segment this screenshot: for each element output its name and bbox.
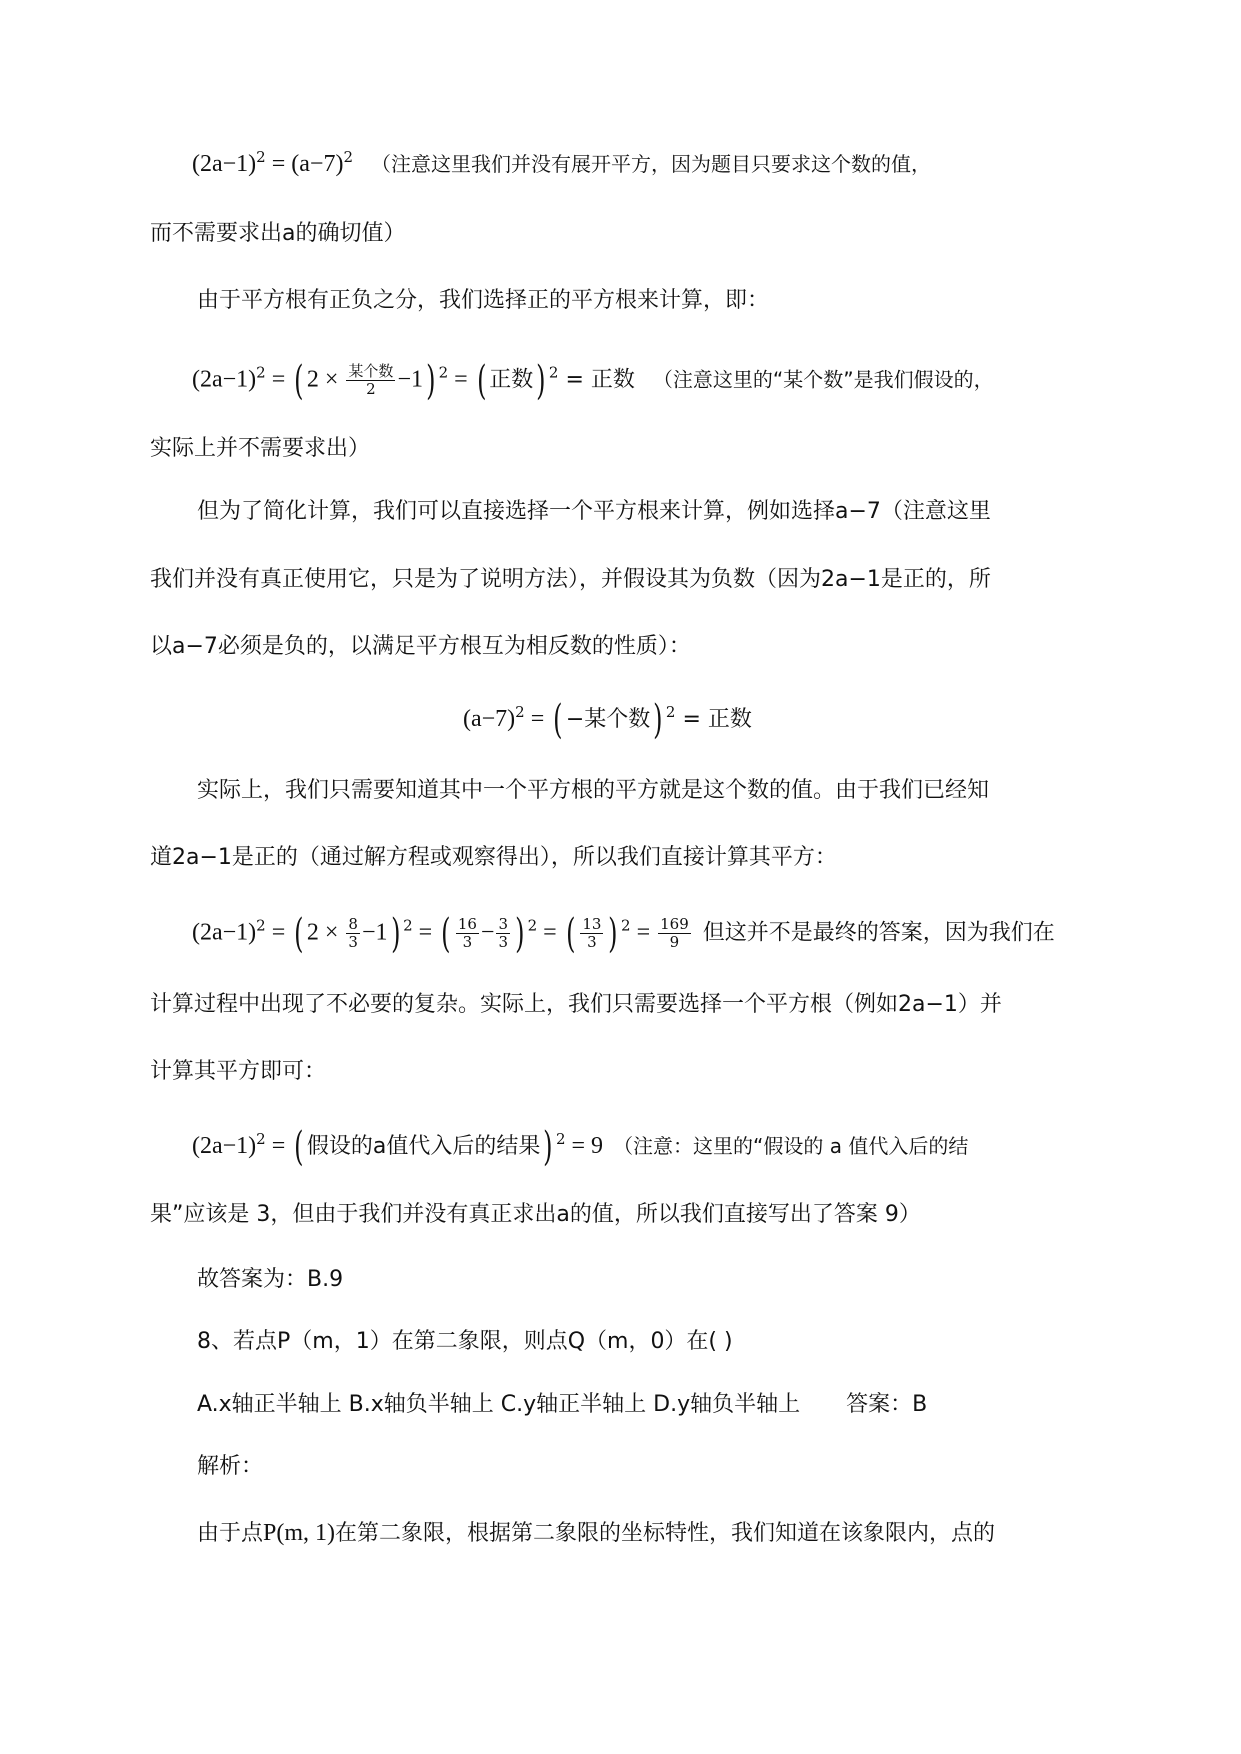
math-result: = 正数 [675, 707, 752, 732]
math-term: 假设的a值代入后的结果 [306, 1134, 541, 1159]
inline-text: 在第二象限，根据第二象限的坐标特性，我们知道在该象限内，点的 [335, 1521, 996, 1546]
math-term: −某个数 [565, 707, 651, 732]
answer-text: 答案：B [846, 1392, 928, 1417]
equation-line-4: $(2a-1)^2$ = ( 2 × $\frac{8}{3}$ −1) $^2$ = ( $\frac{16}{3}$ − $\frac{3}{3}$ ) $^2$ = ( $\frac{13}{3}$ ) $^2$ = $\frac{169}{9}$ 但这并不是最终的答案，因为我们在 [192, 910, 1055, 957]
math-equals: = [448, 366, 474, 393]
equation-line-5: $(2a-1)^2$ = ( 假设的a值代入后的结果) $^2$ = 9 （注意：这里的“假设的 a 值代入后的结 [192, 1124, 969, 1170]
math-equals: = [265, 919, 292, 946]
math-equals: = [265, 366, 292, 393]
fraction-numerator: 某个数 [348, 362, 394, 380]
math-expr: (a−7) [291, 151, 344, 177]
equation-line-1 [192, 148, 931, 181]
paragraph-line: 计算其平方即可： [150, 1059, 327, 1084]
math-term: −1 [397, 366, 423, 393]
note-text: （注意：这里的“假设的 a 值代入后的结 [613, 1134, 969, 1158]
paragraph-line: 由于平方根有正负之分，我们选择正的平方根来计算，即： [197, 288, 770, 313]
fraction [580, 916, 603, 951]
exponent: 2 [256, 363, 266, 382]
exponent: 2 [256, 148, 266, 166]
math-term: 正数 [489, 367, 534, 393]
question-line: 8、若点P（m，1）在第二象限，则点Q（m，0）在( ) [197, 1329, 733, 1354]
paragraph-line: 实际上，我们只需要知道其中一个平方根的平方就是这个数的值。由于我们已经知 [197, 778, 990, 803]
inline-text: 但这并不是最终的答案，因为我们在 [702, 920, 1055, 946]
fraction-numerator: 16 [457, 915, 477, 933]
math-equals: = [265, 151, 292, 177]
paragraph-line: 果”应该是 3，但由于我们并没有真正求出a的值，所以我们直接写出了答案 9） [150, 1202, 921, 1227]
paragraph-line: 实际上并不需要求出） [150, 436, 371, 461]
math-expr: (2a−1) [192, 366, 257, 393]
note-text: （注意这里的“某个数”是我们假设的， [652, 367, 994, 392]
math-result: = 9 [565, 1133, 604, 1159]
fraction [658, 916, 691, 951]
fraction-numerator: 169 [660, 915, 689, 933]
fraction-denominator: 9 [669, 933, 680, 951]
inline-text: 由于点 [197, 1521, 264, 1546]
exponent: 2 [256, 916, 266, 935]
paragraph-line: 计算过程中出现了不必要的复杂。实际上，我们只需要选择一个平方根（例如2a−1）并 [150, 992, 1002, 1017]
exponent: 2 [256, 1130, 266, 1148]
fraction-denominator: 3 [587, 933, 597, 951]
math-expr: (2a−1) [192, 151, 257, 177]
equation-line-2: $(2a-1)^2$ = ( 2 × $\frac{\text{某个数}}{2}$ −1) $^2$ = ( 正数) $^2$ = 正数 （注意这里的“某个数”是我们假设的， [192, 357, 994, 404]
fraction-denominator: 3 [348, 933, 358, 951]
fraction [346, 363, 395, 398]
math-term: −1 [361, 919, 388, 946]
fraction-denominator: 3 [462, 933, 473, 951]
math-result: = 正数 [558, 367, 635, 393]
math-point: P(m, 1) [263, 1520, 336, 1546]
math-term: 2 × [306, 366, 345, 393]
paragraph-line [197, 1517, 995, 1550]
note-text: （注意这里我们并没有展开平方，因为题目只要求这个数的值， [370, 152, 931, 176]
fraction [496, 916, 510, 951]
fraction-denominator: 2 [366, 380, 376, 398]
exponent: 2 [515, 703, 525, 721]
paragraph-line: 道2a−1是正的（通过解方程或观察得出），所以我们直接计算其平方： [150, 845, 837, 870]
fraction-denominator: 3 [498, 933, 509, 951]
answer-line: 故答案为：B.9 [197, 1267, 344, 1292]
math-expr: (2a−1) [192, 1133, 257, 1159]
fraction [346, 916, 360, 951]
fraction [456, 916, 479, 951]
paragraph-line: 但为了简化计算，我们可以直接选择一个平方根来计算，例如选择a−7（注意这里 [197, 499, 991, 524]
math-expr: (2a−1) [192, 919, 257, 946]
paragraph-line: 以a−7必须是负的，以满足平方根互为相反数的性质）： [150, 634, 691, 659]
equation-line-3: $(a-7)^2$ = ( −某个数) $^2$ = 正数 [463, 697, 752, 743]
fraction-numerator: 3 [498, 915, 509, 933]
math-term: − [480, 919, 495, 946]
options-line [197, 1389, 927, 1421]
paragraph-line: 而不需要求出a的确切值） [150, 221, 406, 246]
paragraph-line: 我们并没有真正使用它，只是为了说明方法），并假设其为负数（因为2a−1是正的，所 [150, 567, 991, 592]
math-expr: (a−7) [463, 706, 516, 732]
options-text: A.x轴正半轴上 B.x轴负半轴上 C.y轴正半轴上 D.y轴负半轴上 [197, 1392, 801, 1417]
exponent: 2 [343, 148, 353, 166]
fraction-numerator: 13 [582, 915, 602, 933]
math-term: 2 × [306, 919, 345, 946]
analysis-heading: 解析： [197, 1454, 264, 1479]
fraction-numerator: 8 [348, 915, 358, 933]
math-equals: = [524, 706, 551, 732]
math-equals: = [265, 1133, 292, 1159]
